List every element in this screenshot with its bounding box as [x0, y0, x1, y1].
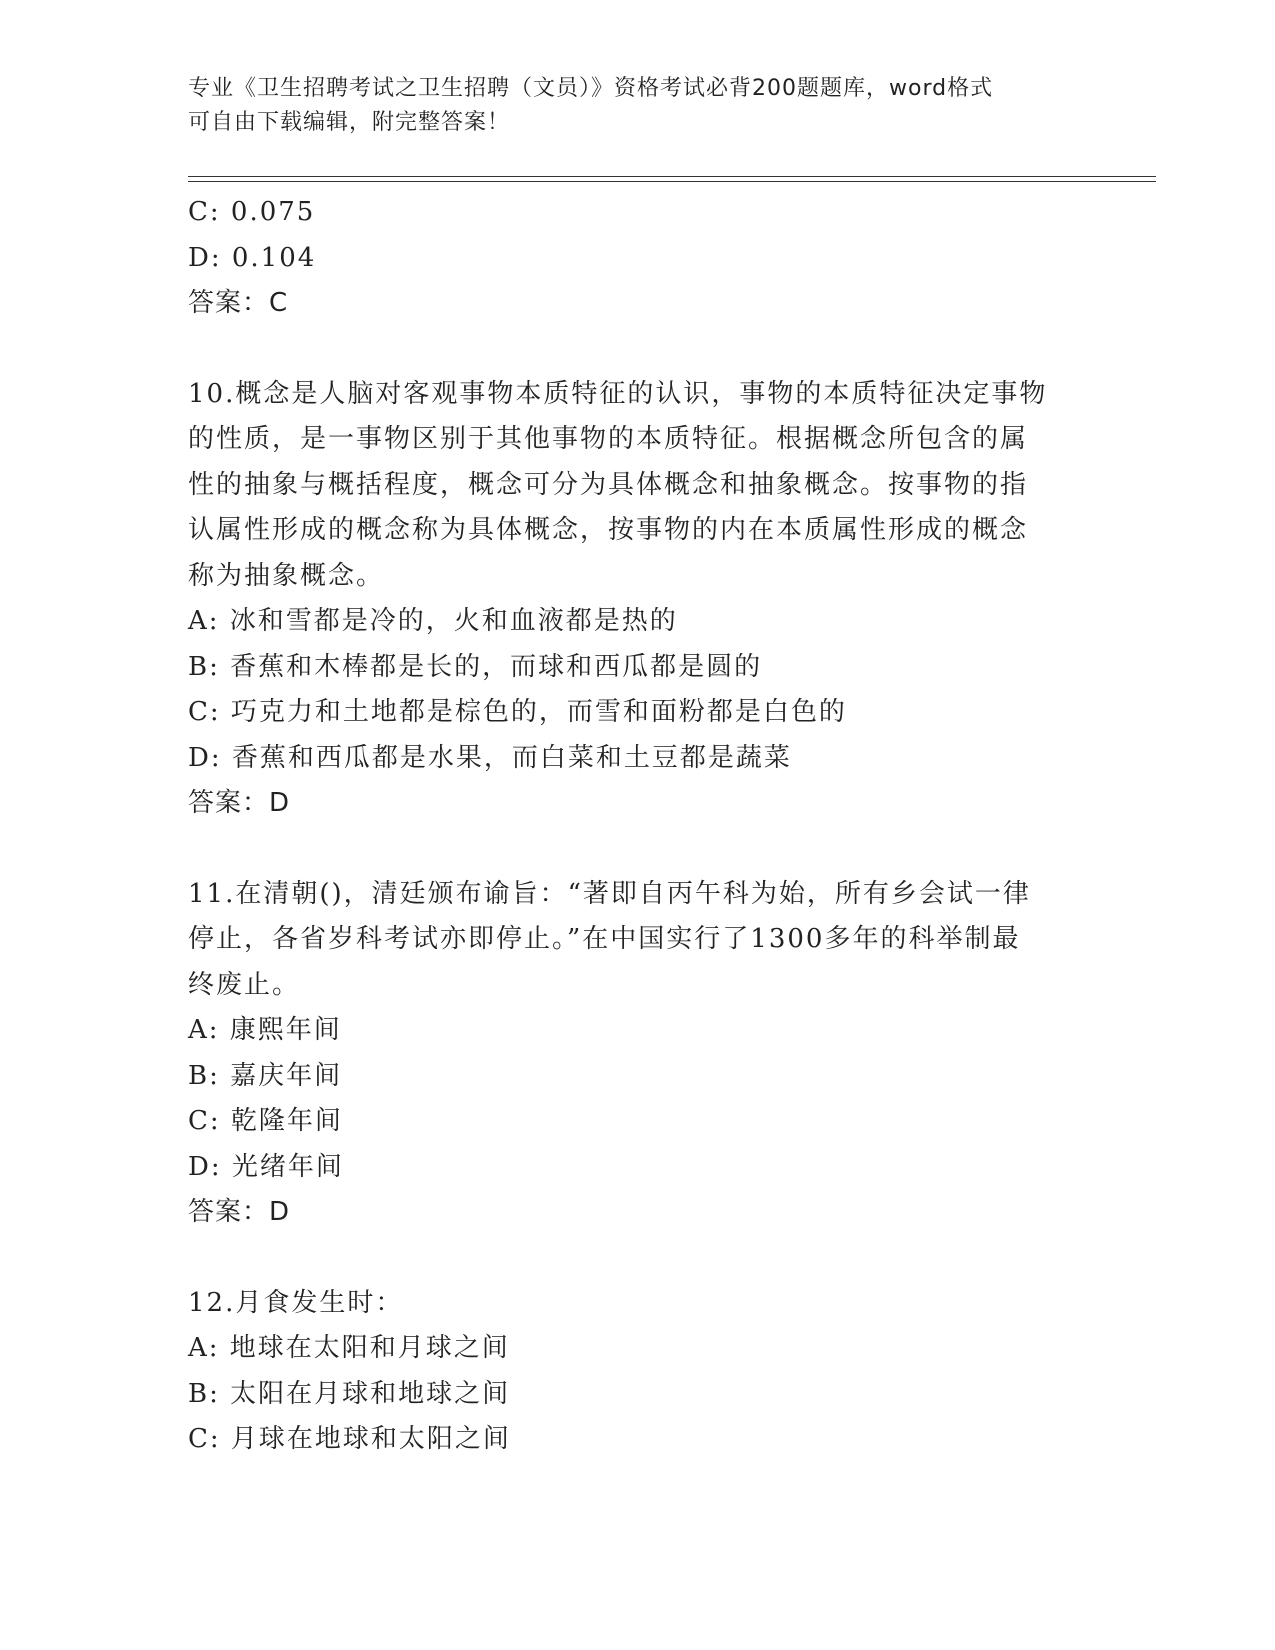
- header-title-line-2: 可自由下载编辑，附完整答案！: [188, 110, 511, 135]
- option-d: D: 香蕉和西瓜都是水果，而白菜和土豆都是蔬菜: [188, 742, 792, 773]
- option-a: A: 地球在太阳和月球之间: [188, 1333, 510, 1363]
- option-c: C: 巧克力和土地都是棕色的，而雪和面粉都是白色的: [188, 697, 847, 727]
- option-a: A: 康熙年间: [188, 1015, 342, 1045]
- question-stem-line: 终废止。: [188, 969, 301, 1000]
- document-body: [188, 190, 1088, 1463]
- question-stem-line: 12.月食发生时：: [188, 1287, 404, 1318]
- spacer: [188, 827, 1088, 872]
- header-divider-top: [188, 176, 1156, 177]
- question-stem-line: 性的抽象与概括程度，概念可分为具体概念和抽象概念。按事物的指: [188, 469, 1029, 500]
- question-stem-line: 称为抽象概念。: [188, 560, 385, 591]
- answer-line: 答案：C: [188, 288, 289, 318]
- question-11: [188, 872, 1088, 1236]
- header-title-line-1: 专业《卫生招聘考试之卫生招聘（文员）》资格考试必背200题题库，word格式: [188, 76, 994, 101]
- option-c: C: 乾隆年间: [188, 1106, 343, 1136]
- question-stem-line: 的性质，是一事物区别于其他事物的本质特征。根据概念所包含的属: [188, 424, 1029, 454]
- option-a: A: 冰和雪都是冷的，火和血液都是热的: [188, 606, 678, 636]
- option-c: C: 月球在地球和太阳之间: [188, 1424, 511, 1454]
- option-b: B: 太阳在月球和地球之间: [188, 1378, 511, 1409]
- spacer: [188, 1236, 1088, 1281]
- option-d: D: 光绪年间: [188, 1151, 344, 1182]
- question-stem-line: 认属性形成的概念称为具体概念，按事物的内在本质属性形成的概念: [188, 515, 1029, 545]
- question-stem-line: 停止，各省岁科考试亦即停止。”在中国实行了1300多年的科举制最: [188, 924, 1021, 954]
- question-12: [188, 1281, 1088, 1463]
- answer-line: 答案：D: [188, 1197, 291, 1227]
- answer-line: 答案：D: [188, 788, 291, 818]
- option-b: B: 嘉庆年间: [188, 1060, 343, 1091]
- option-d: D: 0.104: [188, 242, 317, 273]
- option-b: B: 香蕉和木棒都是长的，而球和西瓜都是圆的: [188, 651, 763, 682]
- document-header: [188, 72, 1088, 140]
- header-divider-bottom: [188, 181, 1156, 182]
- question-9-tail: [188, 190, 1088, 327]
- question-stem-line: 10.概念是人脑对客观事物本质特征的认识，事物的本质特征决定事物: [188, 378, 1048, 409]
- question-stem-line: 11.在清朝()，清廷颁布谕旨：“著即自丙午科为始，所有乡会试一律: [188, 878, 1031, 909]
- spacer: [188, 327, 1088, 372]
- question-10: [188, 372, 1088, 827]
- option-c: C: 0.075: [188, 197, 316, 227]
